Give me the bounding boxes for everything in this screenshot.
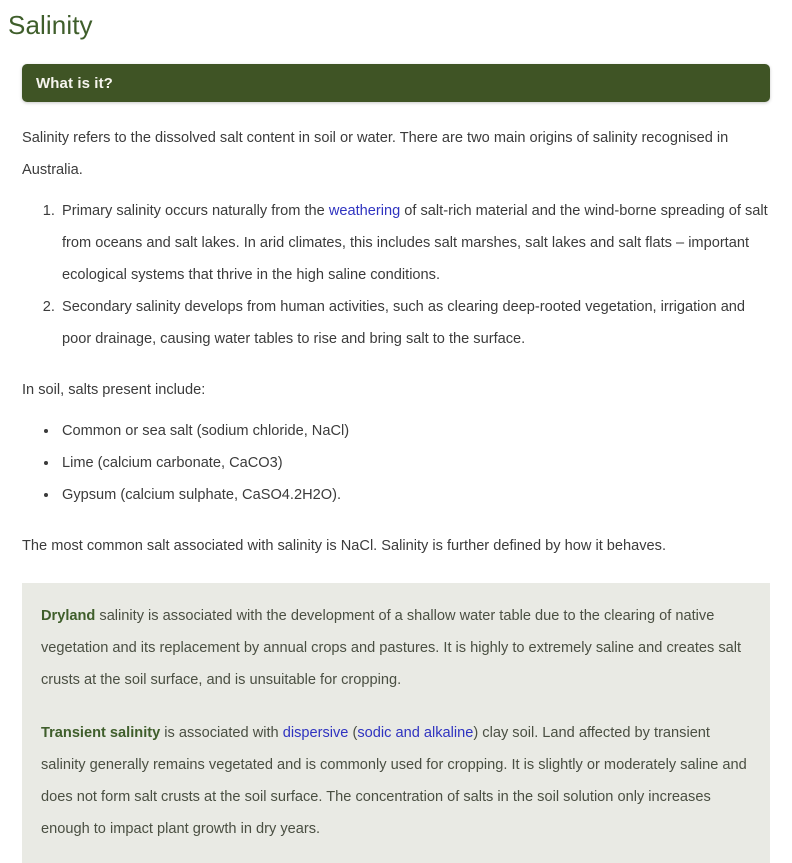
transient-segment-1: is associated with bbox=[160, 725, 283, 741]
dryland-description: salinity is associated with the development of a shallow water table due to the clearing of native vegetation and its replacement by annual crops and pastures. It is highly to extremely saline and creates salt crusts at the soil surface, and is unsuitable for cropping. bbox=[41, 608, 742, 688]
transient-term: Transient salinity bbox=[41, 725, 161, 741]
salt-item-label: Common or sea salt (sodium chloride, NaCl) bbox=[62, 423, 350, 439]
salinity-types-callout bbox=[22, 583, 770, 863]
primary-salinity-text-before-link: Primary salinity occurs naturally from the bbox=[62, 203, 329, 219]
list-item bbox=[59, 195, 770, 291]
section-header-what-is-it bbox=[22, 64, 770, 102]
salt-item-label: Lime (calcium carbonate, CaCO3) bbox=[62, 455, 283, 471]
closing-paragraph: The most common salt associated with salinity is NaCl. Salinity is further defined by how it behaves. bbox=[22, 538, 667, 554]
intro-paragraph: Salinity refers to the dissolved salt content in soil or water. There are two main origins of salinity recognised in Australia. bbox=[22, 130, 729, 178]
section-header-label: What is it? bbox=[36, 74, 113, 92]
primary-salinity-text-after-link: of salt-rich material and the wind-borne spreading of salt from oceans and salt lakes. In arid climates, this includes salt marshes, salt lakes and salt flats – important ecological systems that thrive in the high saline conditions. bbox=[62, 203, 768, 283]
salt-item-label: Gypsum (calcium sulphate, CaSO4.2H2O). bbox=[62, 487, 342, 503]
content-area bbox=[0, 122, 792, 562]
origins-numbered-list bbox=[22, 195, 770, 355]
transient-salinity-paragraph bbox=[41, 717, 750, 845]
sodic-and-alkaline-link[interactable]: sodic and alkaline bbox=[357, 725, 474, 741]
secondary-salinity-text: Secondary salinity develops from human activities, such as clearing deep-rooted vegetation, irrigation and poor drainage, causing water tables to rise and bring salt to the surface. bbox=[62, 299, 746, 347]
salts-bullet-list bbox=[22, 415, 770, 511]
page-title: Salinity bbox=[8, 10, 93, 40]
weathering-link[interactable]: weathering bbox=[328, 203, 401, 219]
dispersive-link[interactable]: dispersive bbox=[282, 725, 349, 741]
list-item bbox=[59, 291, 770, 355]
salts-lead-in: In soil, salts present include: bbox=[22, 382, 206, 398]
list-item bbox=[59, 479, 770, 511]
list-item bbox=[59, 447, 770, 479]
dryland-term: Dryland bbox=[41, 608, 96, 624]
transient-segment-3: ) clay soil. Land affected by transient salinity generally remains vegetated and is commonly used for cropping. It is slightly or moderately saline and does not form salt crusts at the soil surface. The concentration of salts in the soil solution only increases enough to impact plant growth in dry years. bbox=[41, 725, 747, 837]
transient-segment-2: ( bbox=[348, 725, 358, 741]
dryland-salinity-paragraph bbox=[41, 600, 750, 696]
list-item bbox=[59, 415, 770, 447]
